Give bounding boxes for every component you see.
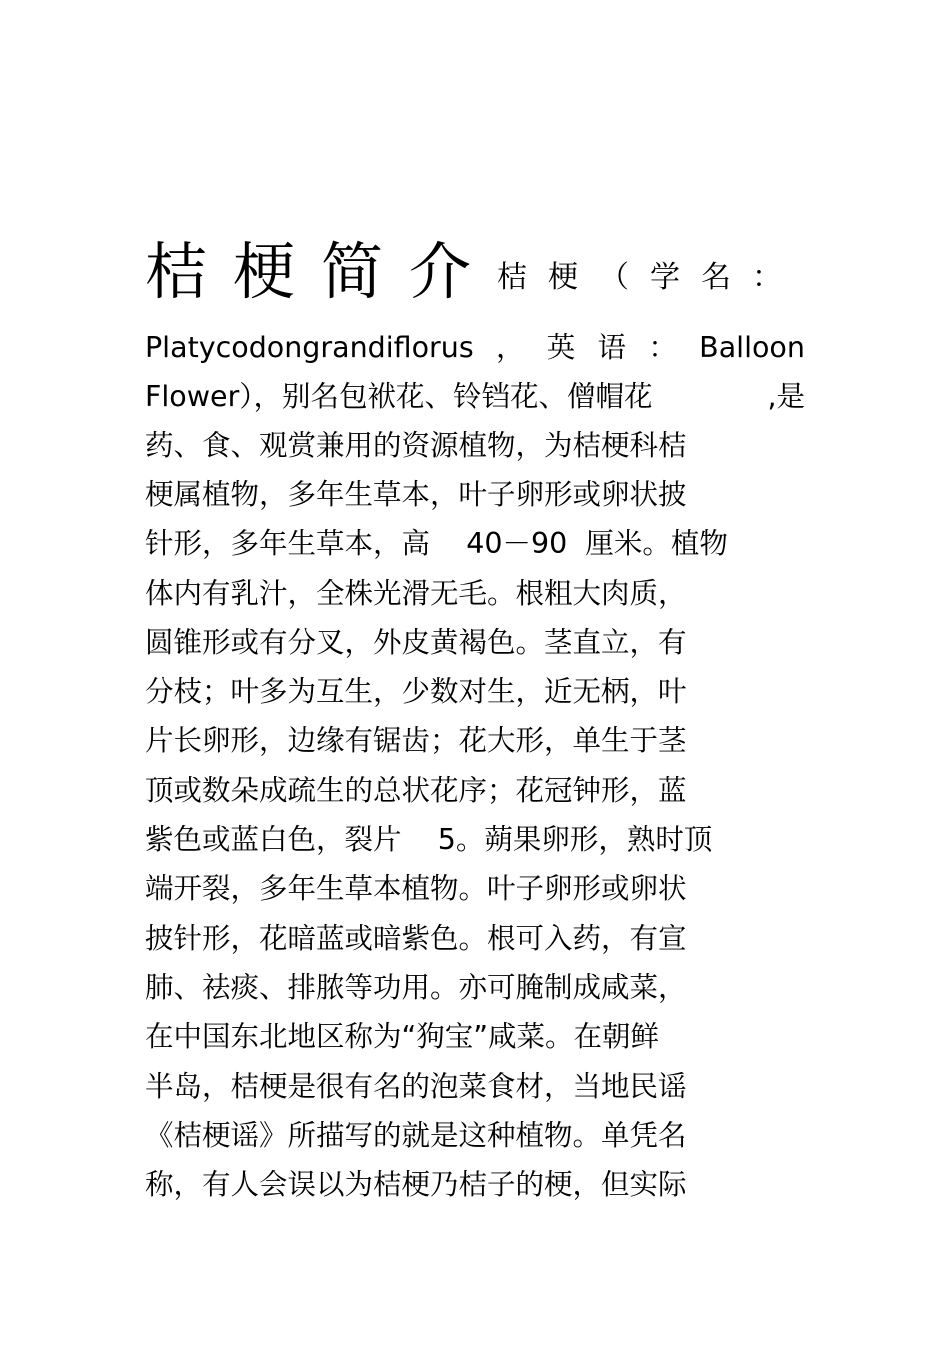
line-1-part-2: ， — [495, 331, 525, 364]
line-1-part-3: 英 — [546, 331, 576, 364]
line-1-part-4: 语 — [597, 331, 627, 364]
document-title: 桔梗简介 — [145, 235, 498, 308]
paragraph-line-14: 肺、祛痰、排脓等功用。亦可腌制成咸菜， — [145, 971, 687, 1004]
paragraph-line-17: 《桔梗谣》所描写的就是这种植物。单凭名 — [145, 1119, 687, 1152]
line-1-part-6: Balloon — [699, 331, 805, 364]
paragraph-line-4: 梗属植物，多年生草本，叶子卵形或卵状披 — [145, 478, 687, 511]
heading-line — [145, 232, 805, 312]
paragraph-line-5: 针形，多年生草本，高 40－90 厘米。植物 — [145, 527, 728, 560]
paragraph-line-9: 片长卵形，边缘有锯齿；花大形，单生于茎 — [145, 724, 687, 757]
paragraph-line-12: 端开裂，多年生草本植物。叶子卵形或卵状 — [145, 872, 687, 905]
line-2-part-1: Flower），别名包袱花、铃铛花、僧帽花 — [145, 380, 653, 413]
line-1-part-1: Platycodongrandiflorus — [145, 331, 474, 364]
paragraph-line-10: 顶或数朵成疏生的总状花序；花冠钟形，蓝 — [145, 774, 687, 807]
paragraph-line-3: 药、食、观赏兼用的资源植物，为桔梗科桔 — [145, 429, 687, 462]
lead-text: 桔梗（学名： — [497, 260, 803, 295]
paragraph-line-18: 称，有人会误以为桔梗乃桔子的梗，但实际 — [145, 1168, 687, 1201]
paragraph-line-11: 紫色或蓝白色，裂片 5。蒴果卵形，熟时顶 — [145, 823, 713, 856]
paragraph-line-15: 在中国东北地区称为“狗宝”咸菜。在朝鲜 — [145, 1020, 660, 1053]
line-1-part-5: ： — [648, 331, 677, 364]
paragraph-line-6: 体内有乳汁，全株光滑无毛。根粗大肉质， — [145, 577, 687, 610]
paragraph-line-1 — [145, 326, 805, 370]
paragraph-line-13: 披针形，花暗蓝或暗紫色。根可入药，有宣 — [145, 922, 687, 955]
paragraph-line-8: 分枝；叶多为互生，少数对生，近无柄，叶 — [145, 675, 687, 708]
paragraph-line-16: 半岛，桔梗是很有名的泡菜食材，当地民谣 — [145, 1070, 687, 1103]
paragraph-line-2 — [145, 375, 805, 419]
paragraph-line-7: 圆锥形或有分叉，外皮黄褐色。茎直立，有 — [145, 626, 687, 659]
line-2-part-2: ,是 — [767, 380, 805, 413]
